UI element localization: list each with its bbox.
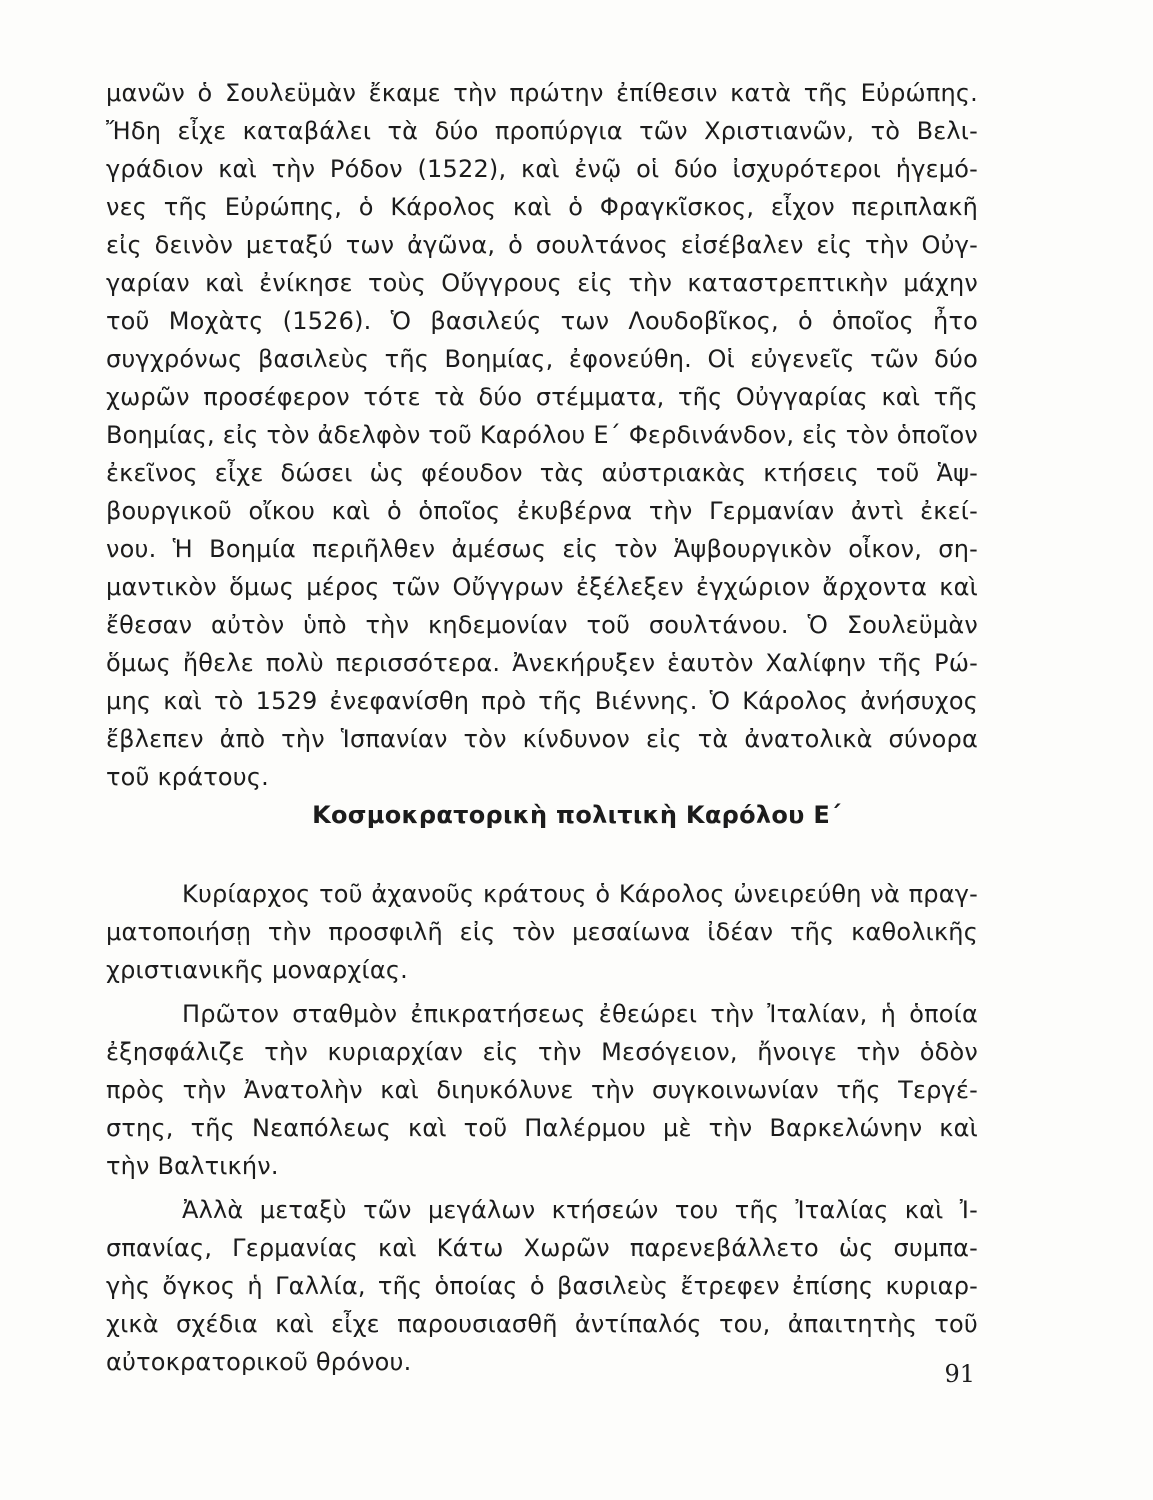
- text-line: νου. Ἡ Βοημία περιῆλθεν ἀμέσως εἰς τὸν Ἁψβουργικὸν οἶκον, ση-: [106, 535, 978, 563]
- text-line: Βοημίας, εἰς τὸν ἀδελφὸν τοῦ Καρόλου Ε΄ Φερδινάνδον, εἰς τὸν ὁποῖον: [106, 421, 978, 449]
- paragraph-4: [106, 1191, 978, 1381]
- text-line: Ἤδη εἶχε καταβάλει τὰ δύο προπύργια τῶν Χριστιανῶν, τὸ Βελι-: [106, 117, 978, 145]
- text-line: πρὸς τὴν Ἀνατολὴν καὶ διηυκόλυνε τὴν συγκοινωνίαν τῆς Τεργέ-: [106, 1076, 978, 1104]
- text-line: Ἀλλὰ μεταξὺ τῶν μεγάλων κτήσεών του τῆς Ἰταλίας καὶ Ἰ-: [182, 1196, 978, 1224]
- text-line: μανῶν ὁ Σουλεϋμὰν ἔκαμε τὴν πρώτην ἐπίθεσιν κατὰ τῆς Εὐρώπης.: [106, 79, 978, 107]
- text-line: τοῦ Μοχὰτς (1526). Ὁ βασιλεύς των Λουδοβῖκος, ὁ ὁποῖος ἦτο: [106, 307, 978, 335]
- text-line: εἰς δεινὸν μεταξύ των ἀγῶνα, ὁ σουλτάνος εἰσέβαλεν εἰς τὴν Οὐγ-: [106, 231, 978, 259]
- text-line: Κυρίαρχος τοῦ ἀχανοῦς κράτους ὁ Κάρολος ὠνειρεύθη νὰ πραγ-: [182, 880, 978, 908]
- text-line: μης καὶ τὸ 1529 ἐνεφανίσθη πρὸ τῆς Βιέννης. Ὁ Κάρολος ἀνήσυχος: [106, 687, 978, 715]
- text-line: γαρίαν καὶ ἐνίκησε τοὺς Οὔγγρους εἰς τὴν καταστρεπτικὴν μάχην: [106, 269, 978, 297]
- text-line: συγχρόνως βασιλεὺς τῆς Βοημίας, ἐφονεύθη. Οἱ εὐγενεῖς τῶν δύο: [106, 345, 978, 373]
- paragraph-1: [106, 74, 978, 796]
- text-line: ἐκεῖνος εἶχε δώσει ὡς φέουδον τὰς αὐστριακὰς κτήσεις τοῦ Ἁψ-: [106, 459, 978, 487]
- text-line: χωρῶν προσέφερον τότε τὰ δύο στέμματα, τῆς Οὐγγαρίας καὶ τῆς: [106, 383, 978, 411]
- paragraph-3: [106, 995, 978, 1185]
- text-line: τοῦ κράτους.: [106, 763, 269, 791]
- text-line: βουργικοῦ οἴκου καὶ ὁ ὁποῖος ἐκυβέρνα τὴν Γερμανίαν ἀντὶ ἐκεί-: [106, 497, 978, 525]
- text-line: γράδιον καὶ τὴν Ρόδον (1522), καὶ ἐνῷ οἱ δύο ἰσχυρότεροι ἡγεμό-: [106, 155, 978, 183]
- text-line: αὐτοκρατορικοῦ θρόνου.: [106, 1348, 412, 1376]
- paragraph-2: [106, 875, 978, 989]
- text-line: χριστιανικῆς μοναρχίας.: [106, 956, 408, 984]
- text-line: ἐξησφάλιζε τὴν κυριαρχίαν εἰς τὴν Μεσόγειον, ἤνοιγε τὴν ὁδὸν: [106, 1038, 978, 1066]
- text-line: ὅμως ἤθελε πολὺ περισσότερα. Ἀνεκήρυξεν ἑαυτὸν Χαλίφην τῆς Ρώ-: [106, 649, 978, 677]
- section-body: [106, 875, 978, 1381]
- text-line: τὴν Βαλτικήν.: [106, 1152, 279, 1180]
- text-line: γὴς ὄγκος ἡ Γαλλία, τῆς ὁποίας ὁ βασιλεὺς ἔτρεφεν ἐπίσης κυριαρ-: [106, 1272, 978, 1300]
- page-number: 91: [944, 1360, 975, 1388]
- text-line: νες τῆς Εὐρώπης, ὁ Κάρολος καὶ ὁ Φραγκῖσκος, εἶχον περιπλακῆ: [106, 193, 978, 221]
- text-line: ἔθεσαν αὐτὸν ὑπὸ τὴν κηδεμονίαν τοῦ σουλτάνου. Ὁ Σουλεϋμὰν: [106, 611, 978, 639]
- text-line: Πρῶτον σταθμὸν ἐπικρατήσεως ἐθεώρει τὴν Ἰταλίαν, ἡ ὁποία: [182, 1000, 978, 1028]
- text-line: μαντικὸν ὅμως μέρος τῶν Οὔγγρων ἐξέλεξεν ἐγχώριον ἄρχοντα καὶ: [106, 573, 978, 601]
- text-line: σπανίας, Γερμανίας καὶ Κάτω Χωρῶν παρενεβάλλετο ὡς συμπα-: [106, 1234, 978, 1262]
- text-line: στης, τῆς Νεαπόλεως καὶ τοῦ Παλέρμου μὲ τὴν Βαρκελώνην καὶ: [106, 1114, 978, 1142]
- text-line: χικὰ σχέδια καὶ εἶχε παρουσιασθῆ ἀντίπαλός του, ἀπαιτητὴς τοῦ: [106, 1310, 978, 1338]
- text-line: ἔβλεπεν ἀπὸ τὴν Ἱσπανίαν τὸν κίνδυνον εἰς τὰ ἀνατολικὰ σύνορα: [106, 725, 978, 753]
- section-heading: Κοσμοκρατορικὴ πολιτικὴ Καρόλου Ε΄: [312, 801, 841, 829]
- text-line: ματοποιήσῃ τὴν προσφιλῆ εἰς τὸν μεσαίωνα ἰδέαν τῆς καθολικῆς: [106, 918, 978, 946]
